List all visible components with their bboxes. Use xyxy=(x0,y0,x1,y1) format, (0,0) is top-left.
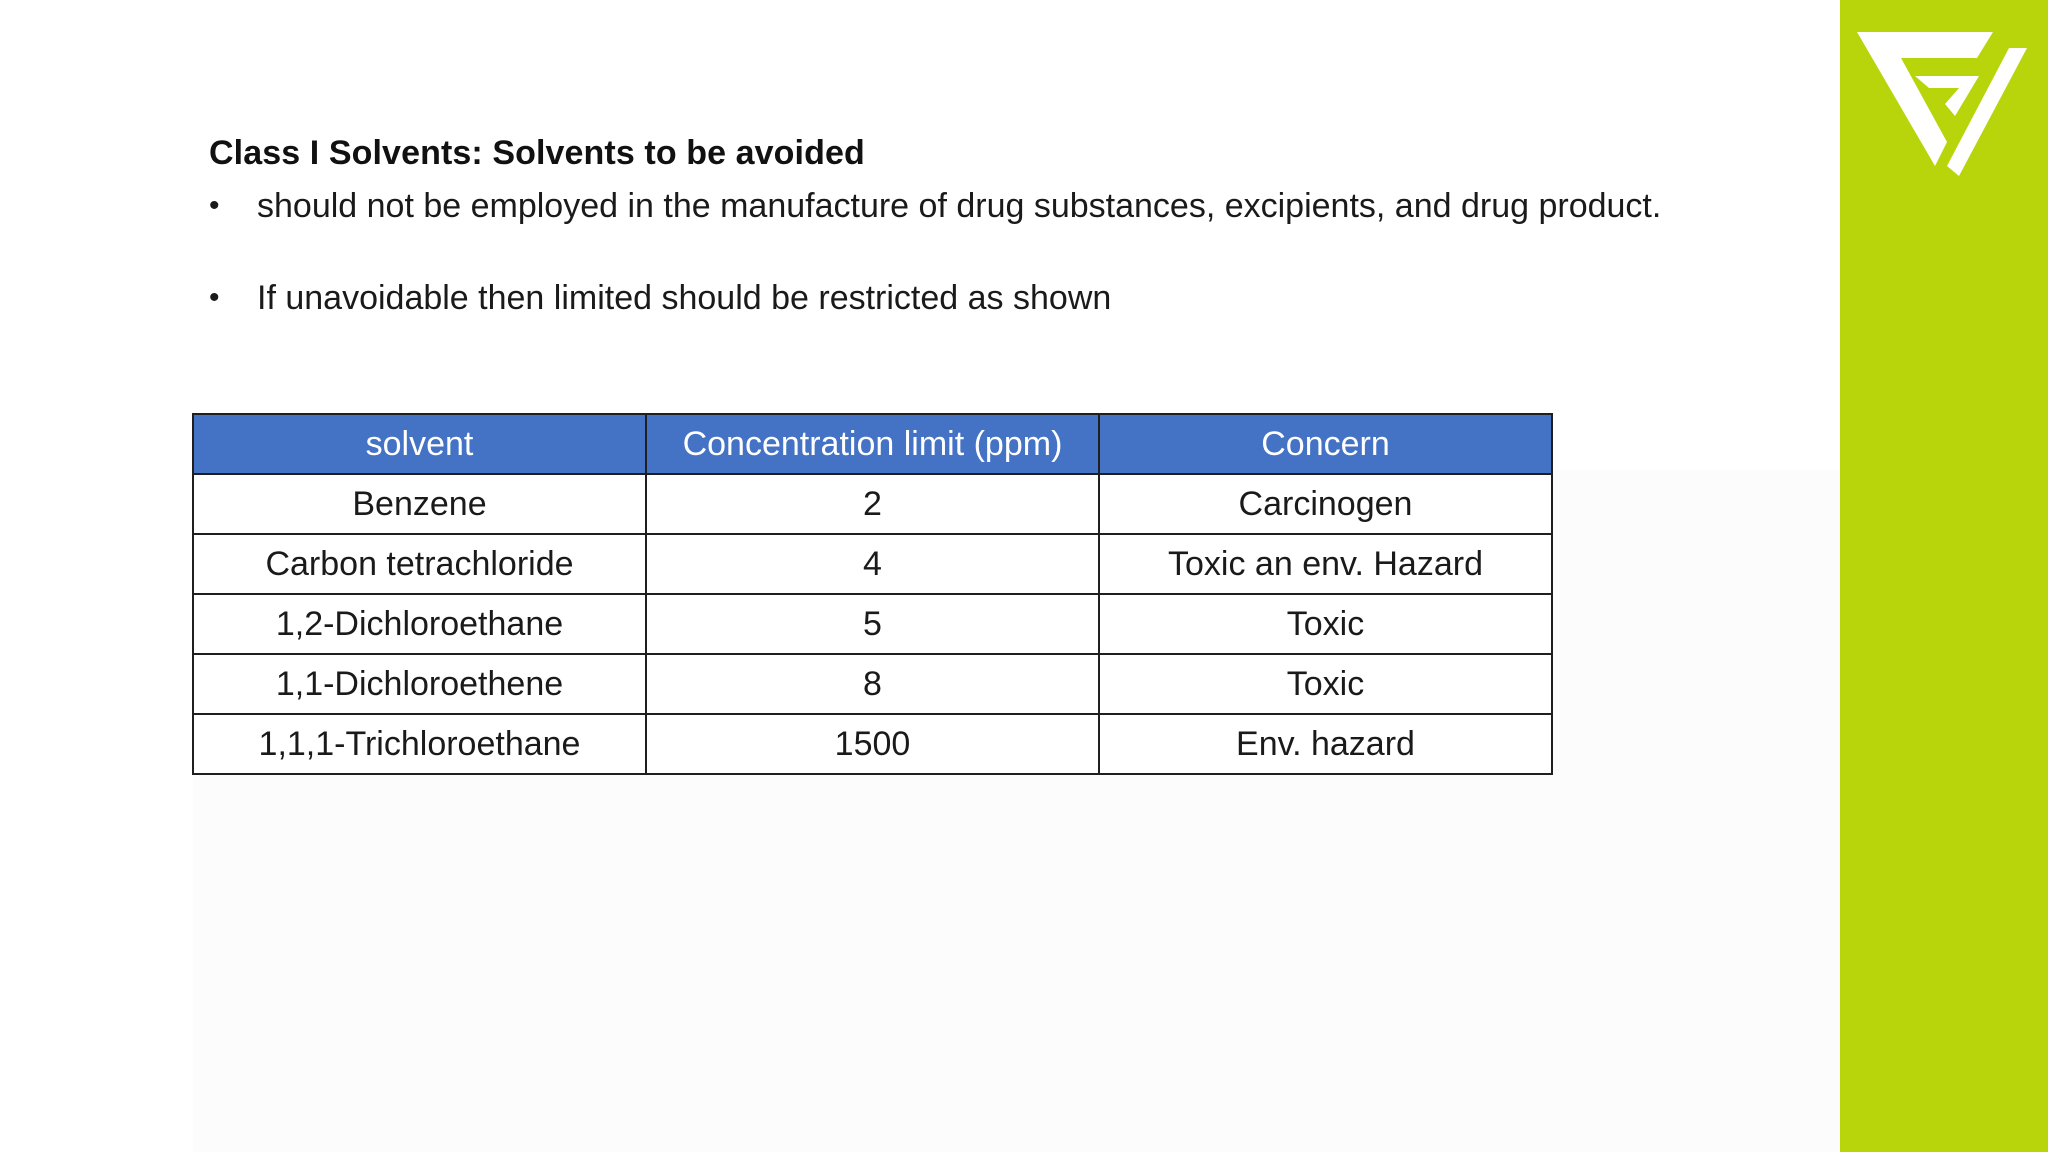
bullet-marker: • xyxy=(209,281,220,314)
bullet-item xyxy=(209,178,1809,234)
cell-solvent: Carbon tetrachloride xyxy=(193,534,646,594)
brand-logo-icon xyxy=(1855,24,2030,179)
table-header-row xyxy=(193,414,1552,474)
slide-heading: Class I Solvents: Solvents to be avoided xyxy=(209,134,865,172)
table-row xyxy=(193,474,1552,534)
cell-solvent: 1,1-Dichloroethene xyxy=(193,654,646,714)
solvent-limits-table xyxy=(192,413,1553,775)
table-row xyxy=(193,594,1552,654)
cell-concentration: 4 xyxy=(646,534,1099,594)
column-header-concern: Concern xyxy=(1099,414,1552,474)
bullet-marker: • xyxy=(209,189,220,222)
cell-concern: Toxic xyxy=(1099,654,1552,714)
table-row xyxy=(193,714,1552,774)
column-header-solvent: solvent xyxy=(193,414,646,474)
cell-solvent: 1,1,1-Trichloroethane xyxy=(193,714,646,774)
table-row xyxy=(193,654,1552,714)
cell-concentration: 2 xyxy=(646,474,1099,534)
cell-solvent: 1,2-Dichloroethane xyxy=(193,594,646,654)
bullet-text: If unavoidable then limited should be restricted as shown xyxy=(257,279,1112,317)
bullet-item xyxy=(209,270,1809,326)
column-header-concentration: Concentration limit (ppm) xyxy=(646,414,1099,474)
bullet-list xyxy=(209,178,1809,326)
bullet-text: should not be employed in the manufacture of drug substances, excipients, and drug product. xyxy=(257,187,1662,225)
cell-concentration: 8 xyxy=(646,654,1099,714)
cell-solvent: Benzene xyxy=(193,474,646,534)
cell-concern: Env. hazard xyxy=(1099,714,1552,774)
cell-concern: Toxic xyxy=(1099,594,1552,654)
cell-concentration: 5 xyxy=(646,594,1099,654)
cell-concentration: 1500 xyxy=(646,714,1099,774)
cell-concern: Toxic an env. Hazard xyxy=(1099,534,1552,594)
table-row xyxy=(193,534,1552,594)
cell-concern: Carcinogen xyxy=(1099,474,1552,534)
